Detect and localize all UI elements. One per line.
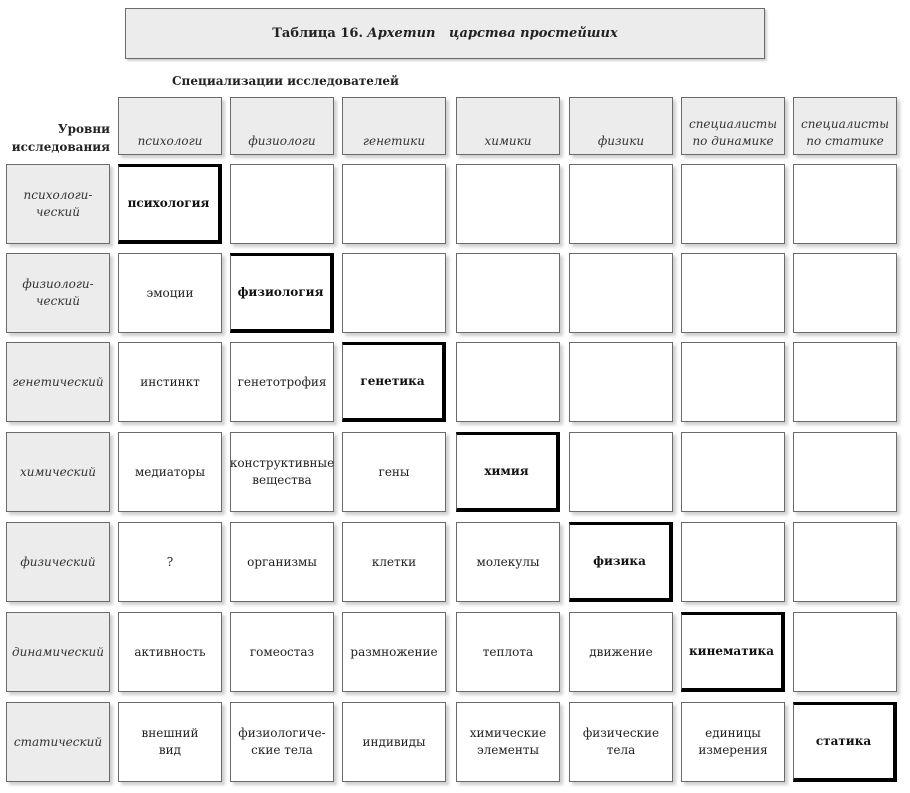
cell-text-line: инстинкт (140, 374, 200, 389)
cell-text-line: вещества (252, 473, 312, 487)
table-cell (230, 432, 334, 512)
cell-text (589, 644, 652, 661)
cell-text-line: медиаторы (134, 464, 206, 479)
empty-cell (793, 164, 897, 244)
column-header (456, 97, 560, 155)
table-title (125, 8, 765, 59)
cell-text-line: кинематика (689, 644, 774, 658)
cell-text-line: конструктивные (229, 456, 335, 470)
row-header (6, 253, 110, 333)
table-title-text: Архетип царства простейших (367, 26, 618, 41)
table-cell (681, 702, 785, 782)
empty-cell (456, 342, 560, 422)
cell-text-line: элементы (476, 743, 540, 757)
row-header (6, 164, 110, 244)
empty-cell (569, 342, 673, 422)
cell-text-line: гомеостаз (249, 644, 315, 659)
cell-text-line: клетки (371, 554, 417, 569)
cell-text (20, 554, 95, 571)
cell-text (22, 276, 93, 310)
rows-heading-line: исследования (11, 140, 110, 154)
cell-text (238, 725, 325, 759)
cell-text-line: специалисты (688, 117, 778, 131)
cell-text (363, 133, 425, 150)
row-header (6, 612, 110, 692)
empty-cell (569, 164, 673, 244)
cell-text-line: химия (484, 464, 529, 478)
cell-text-line: физиологи (248, 134, 316, 148)
cell-text-line: внешний (141, 726, 199, 740)
table-cell (456, 612, 560, 692)
table-cell (342, 702, 446, 782)
cell-text (689, 116, 777, 150)
empty-cell (793, 612, 897, 692)
table-cell (569, 612, 673, 692)
cell-text (140, 374, 200, 391)
cell-text (372, 554, 416, 571)
cell-text (816, 733, 871, 750)
rows-heading (6, 120, 110, 156)
cell-text-line: ческий (36, 294, 80, 308)
table-cell (456, 522, 560, 602)
cell-text (141, 725, 198, 759)
cell-text-line: ? (166, 554, 174, 569)
table-cell (118, 342, 222, 422)
cell-text-line: по статике (806, 134, 884, 148)
column-header (681, 97, 785, 155)
cell-text (689, 643, 774, 660)
table-cell (342, 522, 446, 602)
empty-cell (681, 164, 785, 244)
cell-text-line: физические (582, 726, 660, 740)
cell-text-line: психологи- (23, 188, 93, 202)
empty-cell (793, 522, 897, 602)
discipline-cell (342, 342, 446, 422)
empty-cell (681, 342, 785, 422)
cell-text-line: физика (593, 554, 646, 568)
empty-cell (681, 522, 785, 602)
cell-text-line: психология (127, 196, 210, 210)
table-cell (118, 612, 222, 692)
cell-text-line: генетики (362, 134, 426, 148)
table-cell (342, 432, 446, 512)
column-header (118, 97, 222, 155)
cell-text (476, 554, 539, 571)
row-header (6, 342, 110, 422)
cell-text (801, 116, 889, 150)
table-cell (118, 702, 222, 782)
empty-cell (342, 164, 446, 244)
cell-text-line: тела (606, 743, 636, 757)
cell-text (698, 725, 767, 759)
cell-text (238, 284, 324, 301)
cell-text (12, 644, 104, 661)
cell-text (167, 554, 173, 571)
cell-text-line: генетический (12, 374, 104, 389)
column-header (230, 97, 334, 155)
empty-cell (793, 432, 897, 512)
cell-text-line: единицы (705, 726, 761, 740)
cell-text-line: физики (597, 134, 645, 148)
empty-cell (569, 432, 673, 512)
cell-text-line: индивиды (362, 734, 426, 749)
cell-text-line: вид (158, 743, 182, 757)
cell-text-line: активность (134, 644, 206, 659)
cell-text-line: статический (13, 734, 103, 749)
table-cell (230, 522, 334, 602)
column-header (569, 97, 673, 155)
cell-text-line: химические (469, 726, 547, 740)
cell-text-line: специалисты (800, 117, 890, 131)
cell-text (134, 644, 205, 661)
cell-text-line: генетика (360, 374, 425, 388)
cell-text-line: динамический (12, 644, 104, 659)
columns-heading: Специализации исследователей (172, 74, 399, 88)
cell-text-line: ческий (36, 205, 80, 219)
cell-text-line: физиология (237, 285, 324, 299)
empty-cell (342, 253, 446, 333)
cell-text (350, 644, 437, 661)
cell-text (484, 133, 531, 150)
table-title-number: Таблица 16. (272, 26, 363, 41)
row-header (6, 522, 110, 602)
cell-text (230, 455, 334, 489)
cell-text-line: гены (378, 464, 410, 479)
cell-text (484, 463, 528, 480)
cell-text-line: эмоции (146, 285, 194, 300)
row-header (6, 432, 110, 512)
cell-text-line: ские тела (251, 743, 313, 757)
empty-cell (456, 164, 560, 244)
empty-cell (569, 253, 673, 333)
discipline-cell (681, 612, 785, 692)
cell-text (20, 464, 96, 481)
cell-text (470, 725, 546, 759)
cell-text (593, 553, 646, 570)
cell-text-line: химики (484, 134, 532, 148)
table-cell (230, 342, 334, 422)
cell-text (138, 133, 203, 150)
column-header (793, 97, 897, 155)
cell-text (483, 644, 533, 661)
cell-text (135, 464, 205, 481)
cell-text-line: психологи (137, 134, 203, 148)
cell-text-line: измерения (698, 743, 768, 757)
cell-text (248, 133, 315, 150)
cell-text (379, 464, 410, 481)
table-cell (456, 702, 560, 782)
discipline-cell (230, 253, 334, 333)
cell-text (598, 133, 644, 150)
empty-cell (793, 253, 897, 333)
table-cell (118, 522, 222, 602)
cell-text (247, 554, 317, 571)
empty-cell (681, 432, 785, 512)
table-cell (230, 612, 334, 692)
cell-text (128, 195, 210, 212)
cell-text-line: физиологиче- (238, 726, 326, 740)
discipline-cell (569, 522, 673, 602)
cell-text-line: организмы (247, 554, 317, 569)
table-cell (342, 612, 446, 692)
cell-text-line: статика (815, 734, 872, 748)
cell-text-line: размножение (350, 644, 438, 659)
cell-text-line: молекулы (476, 554, 540, 569)
empty-cell (681, 253, 785, 333)
discipline-cell (118, 164, 222, 244)
row-header (6, 702, 110, 782)
table-cell (118, 432, 222, 512)
cell-text-line: теплота (482, 644, 534, 659)
table-cell (230, 702, 334, 782)
table-cell (118, 253, 222, 333)
table-cell (569, 702, 673, 782)
cell-text-line: по динамике (692, 134, 774, 148)
cell-text (583, 725, 659, 759)
cell-text (147, 285, 194, 302)
cell-text (362, 734, 425, 751)
discipline-cell (456, 432, 560, 512)
cell-text-line: движение (589, 644, 653, 659)
cell-text-line: химический (19, 464, 97, 479)
cell-text (24, 187, 93, 221)
cell-text (360, 373, 424, 390)
cell-text-line: генетотрофия (237, 374, 327, 389)
cell-text (14, 734, 102, 751)
cell-text-line: физический (20, 554, 96, 569)
cell-text (238, 374, 327, 391)
cell-text (250, 644, 314, 661)
empty-cell (793, 342, 897, 422)
rows-heading-line: Уровни (57, 122, 110, 136)
discipline-cell (793, 702, 897, 782)
column-header (342, 97, 446, 155)
cell-text-line: физиологи- (22, 277, 94, 291)
empty-cell (456, 253, 560, 333)
cell-text (12, 374, 103, 391)
empty-cell (230, 164, 334, 244)
